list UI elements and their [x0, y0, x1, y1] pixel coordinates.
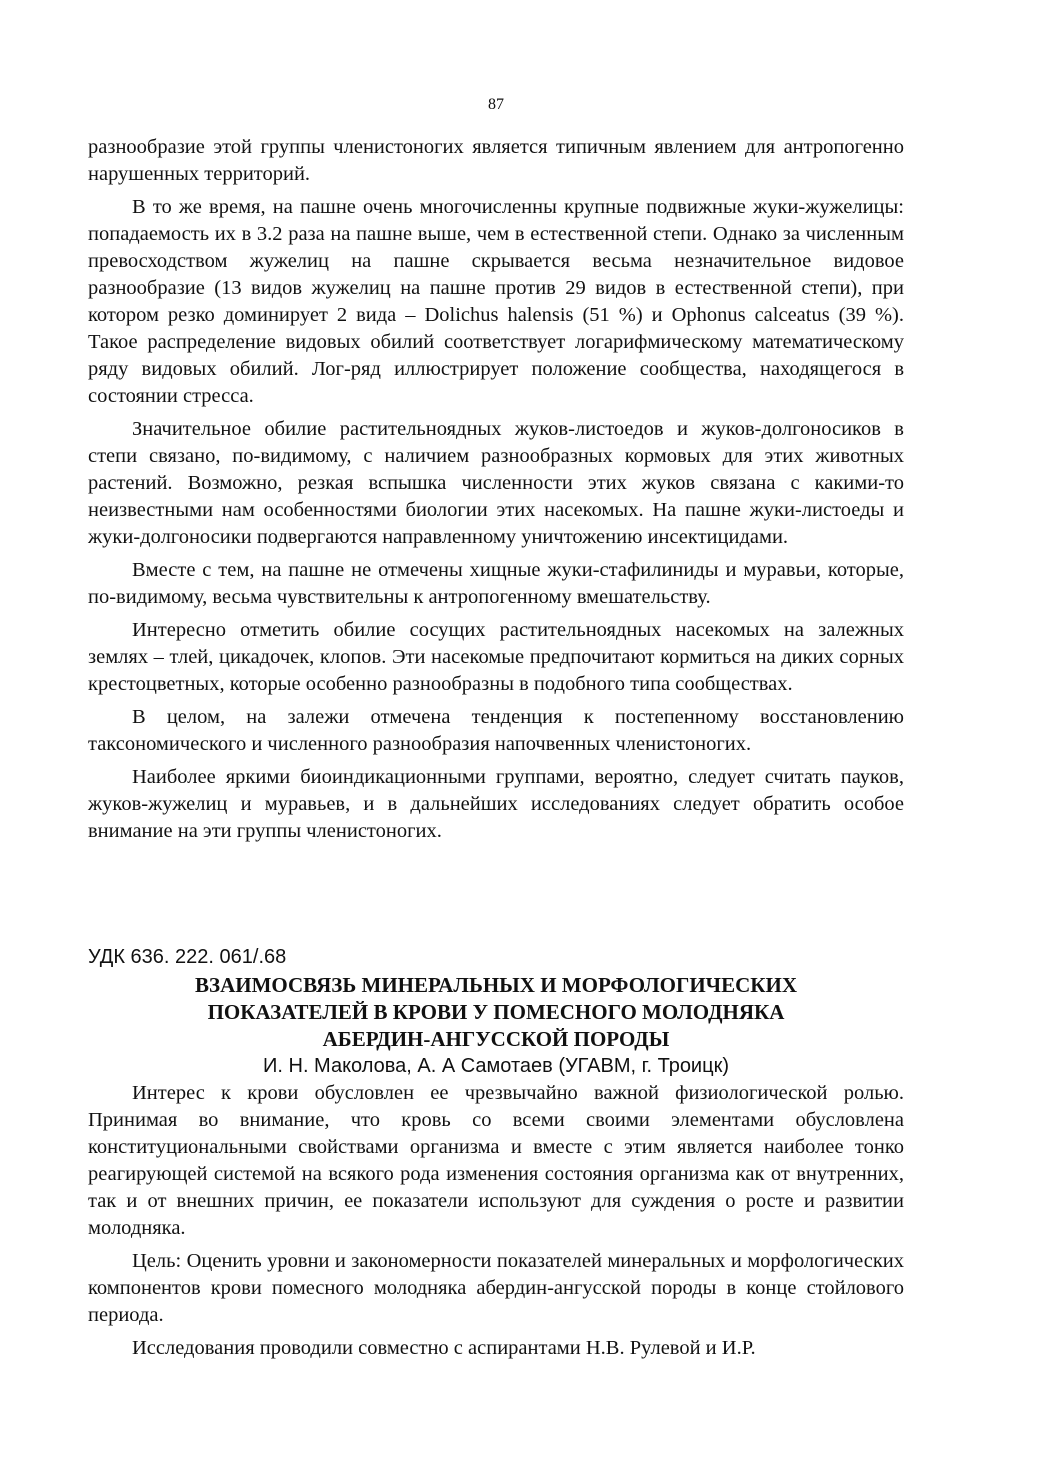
article-authors: И. Н. Маколова, А. А Самотаев (УГАВМ, г. Троицк) [263, 1055, 729, 1077]
title-line: ПОКАЗАТЕЛЕЙ В КРОВИ У ПОМЕСНОГО МОЛОДНЯКА [207, 1000, 785, 1024]
title-line: АБЕРДИН-АНГУССКОЙ ПОРОДЫ [322, 1027, 670, 1051]
paragraph: Интересно отметить обилие сосущих растительноядных насекомых на залежных землях – тлей, цикадочек, клопов. Эти насекомые предпочитают кормиться на диких сорных крестоцветных, которые особенно разнообразны в подобного типа сообществах. [88, 619, 904, 695]
paragraph: В целом, на залежи отмечена тенденция к постепенному восстановлению таксономического и численного разнообразия напочвенных членистоногих. [88, 706, 904, 755]
previous-article-body [88, 134, 904, 851]
article-title [88, 972, 904, 1053]
paragraph: Цель: Оценить уровни и закономерности показателей минеральных и морфологических компонентов крови помесного молодняка абердин-ангусской породы в конце стойлового периода. [88, 1250, 904, 1326]
udk-code: УДК 636. 222. 061/.68 [88, 946, 287, 968]
paragraph: разнообразие этой группы членистоногих является типичным явлением для антропогенно нарушенных территорий. [88, 136, 904, 185]
article-body [88, 1080, 904, 1368]
page-number: 87 [488, 96, 504, 113]
paragraph: Значительное обилие растительноядных жуков-листоедов и жуков-долгоносиков в степи связано, по-видимому, с наличием разнообразных кормовых для этих животных растений. Возможно, резкая вспышка численности этих жуков связана с какими-то неизвестными нам особенностями биологии этих насекомых. На пашне жуки-листоеды и жуки-долгоносики подвергаются направленному уничтожению инсектицидами. [88, 418, 904, 548]
paragraph: Интерес к крови обусловлен ее чрезвычайно важной физиологической ролью. Принимая во внимание, что кровь со всеми своими элементами обусловлена конституциональными свойствами организма и вместе с этим является наиболее тонко реагирующей системой на всякого рода изменения состояния организма как от внутренних, так и от внешних причин, ее показатели используют для суждения о росте и развитии молодняка. [88, 1082, 904, 1239]
paragraph: Исследования проводили совместно с аспирантами Н.В. Рулевой и И.Р. [132, 1337, 756, 1359]
paragraph: В то же время, на пашне очень многочисленны крупные подвижные жуки-жужелицы: попадаемость их в 3.2 раза на пашне выше, чем в естественной степи. Однако за численным превосходством жужелиц на пашне скрывается весьма незначительное видовое разнообразие (13 видов жужелиц на пашне против 29 видов в естественной степи), при котором резко доминирует 2 вида – Dolichus halensis (51 %) и Ophonus calceatus (39 %). Такое распределение видовых обилий соответствует логарифмическому математическому ряду видовых обилий. Лог-ряд иллюстрирует положение сообщества, находящегося в состоянии стресса. [88, 196, 904, 407]
title-line: ВЗАИМОСВЯЗЬ МИНЕРАЛЬНЫХ И МОРФОЛОГИЧЕСКИХ [195, 973, 797, 997]
paragraph: Вместе с тем, на пашне не отмечены хищные жуки-стафилиниды и муравьи, которые, по-видимому, весьма чувствительны к антропогенному вмешательству. [88, 559, 904, 608]
paragraph: Наиболее яркими биоиндикационными группами, вероятно, следует считать пауков, жуков-жужелиц и муравьев, и в дальнейших исследованиях следует обратить особое внимание на эти группы членистоногих. [88, 766, 904, 842]
